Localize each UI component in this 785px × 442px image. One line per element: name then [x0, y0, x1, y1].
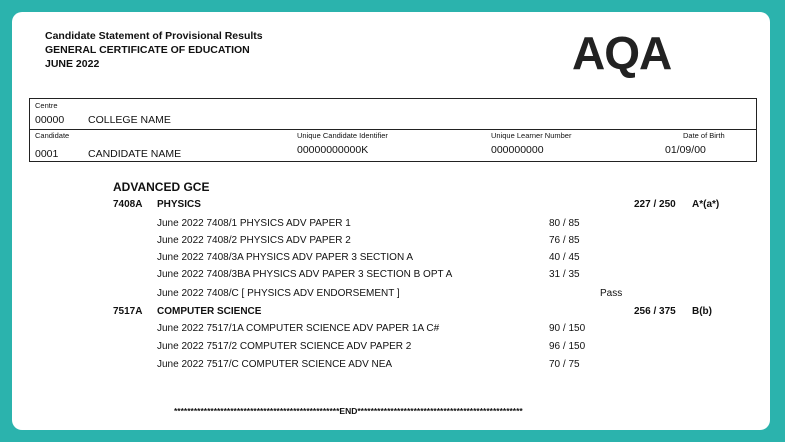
end-marker: **************************************************END************************************************** [174, 406, 523, 416]
subject-code: 7408A [113, 199, 143, 210]
statement-header [45, 29, 263, 71]
component-row [12, 323, 770, 339]
component-result: Pass [600, 288, 623, 299]
subject-code: 7517A [113, 306, 143, 317]
component-row [12, 218, 770, 234]
component-desc: June 2022 7517/2 COMPUTER SCIENCE ADV PAPER 2 [157, 341, 412, 352]
candidate-name: CANDIDATE NAME [88, 148, 182, 160]
centre-name: COLLEGE NAME [88, 114, 171, 126]
subject-row [12, 199, 770, 215]
component-mark: 90 / 150 [549, 323, 586, 334]
component-row [12, 288, 770, 304]
uci-value: 00000000000K [297, 144, 369, 156]
centre-label: Centre [35, 101, 58, 110]
component-desc: June 2022 7408/3BA PHYSICS ADV PAPER 3 SECTION B OPT A [157, 269, 453, 280]
box-divider [30, 129, 756, 130]
uln-label: Unique Learner Number [491, 131, 572, 140]
aqa-logo: AQA [572, 27, 672, 79]
component-row [12, 252, 770, 268]
subject-name: COMPUTER SCIENCE [157, 306, 262, 317]
component-desc: June 2022 7517/1A COMPUTER SCIENCE ADV PAPER 1A C# [157, 323, 440, 334]
candidate-details-box [29, 98, 757, 162]
component-row [12, 269, 770, 285]
uln-value: 000000000 [491, 144, 544, 156]
candidate-label: Candidate [35, 131, 70, 140]
subject-total: 256 / 375 [634, 306, 676, 317]
component-desc: June 2022 7517/C COMPUTER SCIENCE ADV NEA [157, 359, 393, 370]
component-row [12, 359, 770, 375]
component-mark: 31 / 35 [549, 269, 580, 280]
subject-total: 227 / 250 [634, 199, 676, 210]
qualification-title: GENERAL CERTIFICATE OF EDUCATION [45, 44, 250, 56]
component-mark: 80 / 85 [549, 218, 580, 229]
exam-session: JUNE 2022 [45, 58, 100, 70]
subject-grade: A*(a*) [692, 199, 720, 210]
component-mark: 96 / 150 [549, 341, 586, 352]
component-mark: 70 / 75 [549, 359, 580, 370]
subject-grade: B(b) [692, 306, 712, 317]
dob-value: 01/09/00 [665, 144, 706, 156]
qualification-heading: ADVANCED GCE [113, 180, 210, 194]
dob-label: Date of Birth [683, 131, 725, 140]
component-desc: June 2022 7408/C [ PHYSICS ADV ENDORSEMENT ] [157, 288, 400, 299]
uci-label: Unique Candidate Identifier [297, 131, 388, 140]
subject-row [12, 306, 770, 322]
candidate-number: 0001 [35, 148, 59, 160]
centre-number: 00000 [35, 114, 65, 126]
component-row [12, 341, 770, 357]
component-mark: 76 / 85 [549, 235, 580, 246]
results-statement [12, 12, 770, 430]
statement-title: Candidate Statement of Provisional Results [45, 30, 263, 42]
component-mark: 40 / 45 [549, 252, 580, 263]
component-desc: June 2022 7408/1 PHYSICS ADV PAPER 1 [157, 218, 351, 229]
subject-name: PHYSICS [157, 199, 201, 210]
component-row [12, 235, 770, 251]
component-desc: June 2022 7408/2 PHYSICS ADV PAPER 2 [157, 235, 351, 246]
component-desc: June 2022 7408/3A PHYSICS ADV PAPER 3 SECTION A [157, 252, 414, 263]
